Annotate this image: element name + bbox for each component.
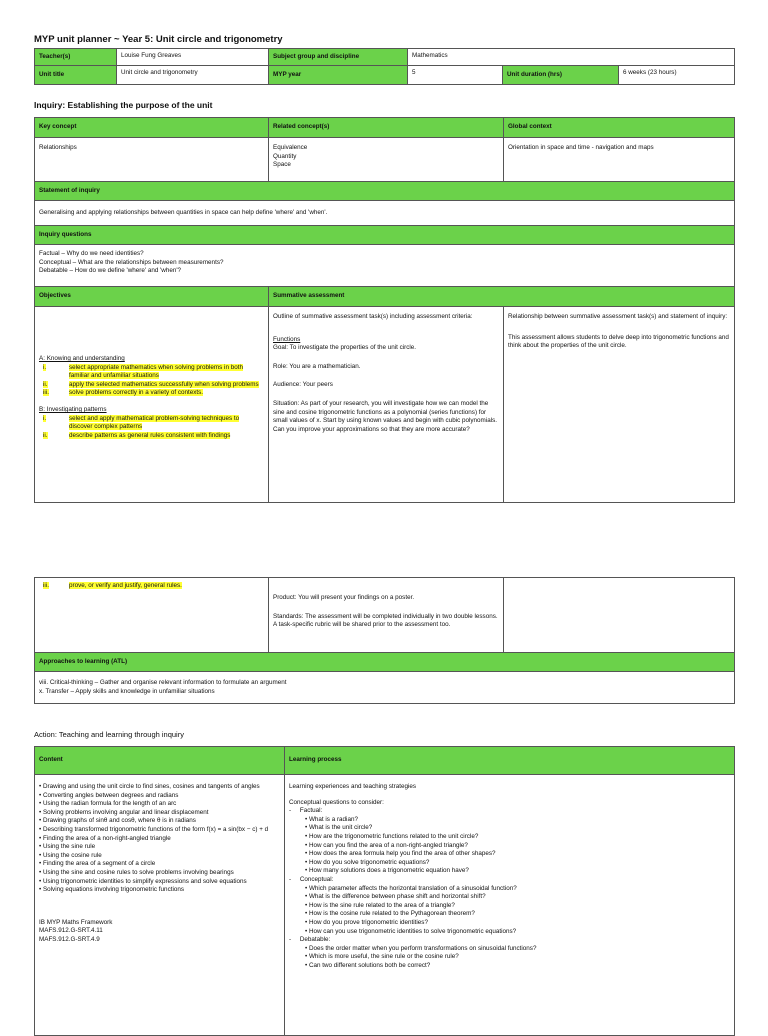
factual-question: • How can you find the area of a non-right-angled triangle? bbox=[305, 841, 468, 849]
atl-label: Approaches to learning (ATL) bbox=[35, 653, 735, 672]
content-label: Content bbox=[35, 747, 285, 775]
criterion-a-item: i. select appropriate mathematics when solving problems in both familiar and unfamiliar situations bbox=[43, 363, 243, 380]
conceptual-question: • How is the sine rule related to the area of a triangle? bbox=[305, 901, 455, 909]
key-concept-label: Key concept bbox=[35, 118, 269, 138]
statement-text: Generalising and applying relationships between quantities in space can help define 'where' and 'when'. bbox=[35, 201, 735, 226]
criterion-b-item: ii. describe patterns as general rules consistent with findings bbox=[43, 431, 231, 439]
inquiry-heading: Inquiry: Establishing the purpose of the unit bbox=[34, 100, 213, 110]
key-concept-value: Relationships bbox=[35, 138, 269, 182]
action-table bbox=[34, 746, 735, 1036]
related-concepts-label: Related concept(s) bbox=[269, 118, 504, 138]
atl-lines: viii. Critical-thinking – Gather and organise relevant information to formulate an argument x. Transfer – Apply skills and knowledge in unfamiliar situations bbox=[35, 672, 735, 704]
objectives-cell bbox=[35, 307, 269, 503]
list-item: • Solving problems involving angular and linear displacement bbox=[39, 808, 209, 816]
functions-heading: Functions bbox=[273, 335, 301, 343]
global-context-label: Global context bbox=[504, 118, 735, 138]
factual-question: • What is a radian? bbox=[305, 815, 358, 823]
statement-label: Statement of inquiry bbox=[35, 182, 735, 201]
continued-table bbox=[34, 577, 735, 704]
conceptual-question: • What is the difference between phase shift and horizontal shift? bbox=[305, 893, 486, 901]
unit-info-table bbox=[34, 48, 735, 85]
criterion-a-item: ii. apply the selected mathematics successfully when solving problems bbox=[43, 380, 259, 388]
inquiry-questions: Factual – Why do we need identities? Conceptual – What are the relationships between measurements? Debatable – How do we define 'where' and 'when'? bbox=[35, 245, 735, 287]
objectives-label: Objectives bbox=[35, 287, 269, 307]
subject-label: Subject group and discipline bbox=[269, 49, 408, 66]
criterion-b-item: i. select and apply mathematical problem-solving techniques to discover complex patterns bbox=[43, 414, 240, 431]
criterion-b-item-continued: iii. prove, or verify and justify, general rules. bbox=[35, 578, 269, 653]
standard: MAFS.912.G-SRT.4.9 bbox=[39, 935, 100, 943]
conceptual-question: • How is the cosine rule related to the Pythagorean theorem? bbox=[305, 910, 475, 918]
list-item: • Describing transformed trigonometric functions of the form f(x) = a sin(bx − c) + d bbox=[39, 825, 269, 833]
framework: IB MYP Maths Framework bbox=[39, 918, 113, 926]
inquiry-questions-label: Inquiry questions bbox=[35, 226, 735, 245]
page-title: MYP unit planner ~ Year 5: Unit circle and trigonometry bbox=[34, 34, 283, 45]
teacher-label: Teacher(s) bbox=[35, 49, 117, 66]
list-item: • Converting angles between degrees and radians bbox=[39, 791, 179, 799]
list-item: • Solving equations involving trigonometric functions bbox=[39, 886, 185, 894]
list-item: • Drawing and using the unit circle to find sines, cosines and tangents of angles bbox=[39, 783, 260, 790]
factual-question: • How do you solve trigonometric equations? bbox=[305, 858, 430, 866]
conceptual-question: • How can you use trigonometric identities to solve trigonometric equations? bbox=[305, 927, 517, 935]
standard: MAFS.912.G-SRT.4.11 bbox=[39, 927, 103, 935]
list-item: • Using the radian formula for the length of an arc bbox=[39, 800, 177, 808]
relationship-cell: Relationship between summative assessment task(s) and statement of inquiry: This assessment allows students to delve deep into trigonometric functions and think about the properties of the unit circle. bbox=[504, 307, 735, 503]
criterion-a-item: iii. solve problems correctly in a variety of contexts. bbox=[43, 389, 204, 397]
debatable-question: • Can two different solutions both be correct? bbox=[305, 961, 431, 969]
factual-question: • How are the trigonometric functions related to the unit circle? bbox=[305, 832, 479, 840]
empty-cell bbox=[504, 578, 735, 653]
factual-question: • How many solutions does a trigonometric equation have? bbox=[305, 867, 469, 875]
duration-label: Unit duration (hrs) bbox=[503, 66, 619, 85]
summative-label: Summative assessment bbox=[269, 287, 735, 307]
list-item: • Finding the area of a segment of a circle bbox=[39, 860, 156, 868]
inquiry-table bbox=[34, 117, 735, 503]
conceptual-question: • How do you prove trigonometric identities? bbox=[305, 918, 428, 926]
summative-outline-cell: Outline of summative assessment task(s) including assessment criteria: Functions Goal: To investigate the properties of the unit circle. Role: You are a mathematician. Audience: Your peers Situation: As part of your research, you will investigate how we can model the sine and cosine trigonometric functions as a polynomial (series functions) for small values of x. Start by using known values and begin with cubic polynomials. Can you improve your approximations so that they are more accurate? bbox=[269, 307, 504, 503]
teacher-value: Louise Fung Greaves bbox=[117, 49, 269, 66]
learning-process-cell: Learning experiences and teaching strategies Conceptual questions to consider: - Factual: • What is a radian? • What is the unit circle? • How are the trigonometric functions related to the unit circle? • How can you find the area of a non-right-angled triangle? • How does the area formula help you find the area of other shapes? • How do you solve trigonometric equations? • How many solutions does a trigonometric equation have? - Conceptual: • Which parameter affects the horizontal translation of a sinusoidal function? • What is the difference between phase shift and horizontal shift? • How is the sine rule related to the area of a triangle? • How is the cosine rule related to the Pythagorean theorem? • How do you prove trigonometric identities? • How can you use trigonometric identities to solve trigonometric equations? - Debatable: • Does the order matter when you perform transformations on sinusoidal functions? • Which is more useful, the sine rule or the cosine rule? • Can two different solutions both be correct? bbox=[285, 775, 735, 1036]
criterion-b-heading: B: Investigating patterns bbox=[39, 405, 107, 413]
myp-year-label: MYP year bbox=[269, 66, 408, 85]
unit-title-value: Unit circle and trigonometry bbox=[117, 66, 269, 85]
content-list bbox=[35, 775, 285, 1036]
debatable-question: • Does the order matter when you perform transformations on sinusoidal functions? bbox=[305, 944, 537, 952]
list-item: • Drawing graphs of sinθ and cosθ, where θ is in radians bbox=[39, 817, 196, 825]
subject-value: Mathematics bbox=[408, 49, 735, 66]
debatable-question: • Which is more useful, the sine rule or the cosine rule? bbox=[305, 953, 459, 961]
action-heading: Action: Teaching and learning through inquiry bbox=[34, 730, 184, 739]
list-item: • Finding the area of a non-right-angled triangle bbox=[39, 834, 171, 842]
list-item: • Using the cosine rule bbox=[39, 851, 102, 859]
factual-question: • What is the unit circle? bbox=[305, 824, 373, 832]
global-context-value: Orientation in space and time - navigation and maps bbox=[504, 138, 735, 182]
unit-title-label: Unit title bbox=[35, 66, 117, 85]
list-item: • Using the sine and cosine rules to solve problems involving bearings bbox=[39, 868, 234, 876]
product-standards-cell: Product: You will present your findings on a poster. Standards: The assessment will be completed individually in two double lessons. A task-specific rubric will be shared prior to the assessment too. bbox=[269, 578, 504, 653]
myp-year-value: 5 bbox=[408, 66, 503, 85]
list-item: • Using trigonometric identities to simplify expressions and solve equations bbox=[39, 877, 247, 885]
duration-value: 6 weeks (23 hours) bbox=[619, 66, 735, 85]
related-concepts-value: Equivalence Quantity Space bbox=[269, 138, 504, 182]
factual-question: • How does the area formula help you find the area of other shapes? bbox=[305, 850, 496, 858]
learning-process-label: Learning process bbox=[285, 747, 735, 775]
conceptual-question: • Which parameter affects the horizontal translation of a sinusoidal function? bbox=[305, 884, 517, 892]
criterion-a-heading: A: Knowing and understanding bbox=[39, 355, 125, 362]
list-item: • Using the sine rule bbox=[39, 843, 96, 851]
